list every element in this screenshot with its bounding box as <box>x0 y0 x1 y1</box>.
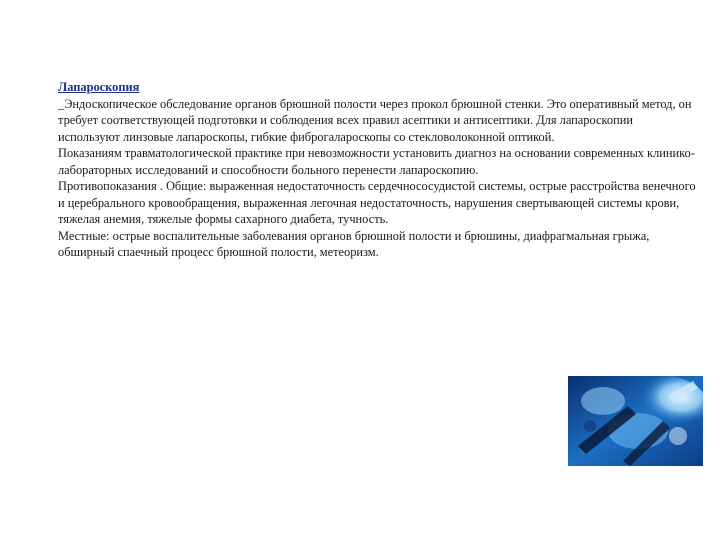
surgery-photo-icon <box>568 376 703 466</box>
paragraph-indications: Показаниям травматологической практике при невозможности установить диагноз на основании современных клинико-лабораторных исследований и способности больного перенести лапароскопию. <box>58 146 695 177</box>
slide-text-block <box>58 79 698 261</box>
slide-heading[interactable]: Лапароскопия <box>58 80 140 94</box>
paragraph-contraindications-local: Местные: острые воспалительные заболевания органов брюшной полости и брюшины, диафрагмальная грыжа, обширный спаечный процесс брюшной полости, метеоризм. <box>58 228 650 259</box>
surgery-photo <box>568 376 703 466</box>
paragraph-contraindications-general: Противопоказания . Общие: выраженная недостаточность сердечнососудистой системы, острые расстройства венечного и церебрального кровообращения, выраженная легочная недостаточность, нарушения свертывающей системы крови, тяжелая анемия, тяжелые формы сахарного диабета, тучность. <box>58 179 696 226</box>
paragraph-description: _Эндоскопическое обследование органов брюшной полости через прокол брюшной стенки. Это оперативный метод, он требует соответствующей подготовки и соблюдения всех правил асептики и антисептики. Для лапароскопии используют линзовые лапароскопы, гибкие фиброгалароскопы со стекловолоконной оптикой. <box>58 96 692 144</box>
